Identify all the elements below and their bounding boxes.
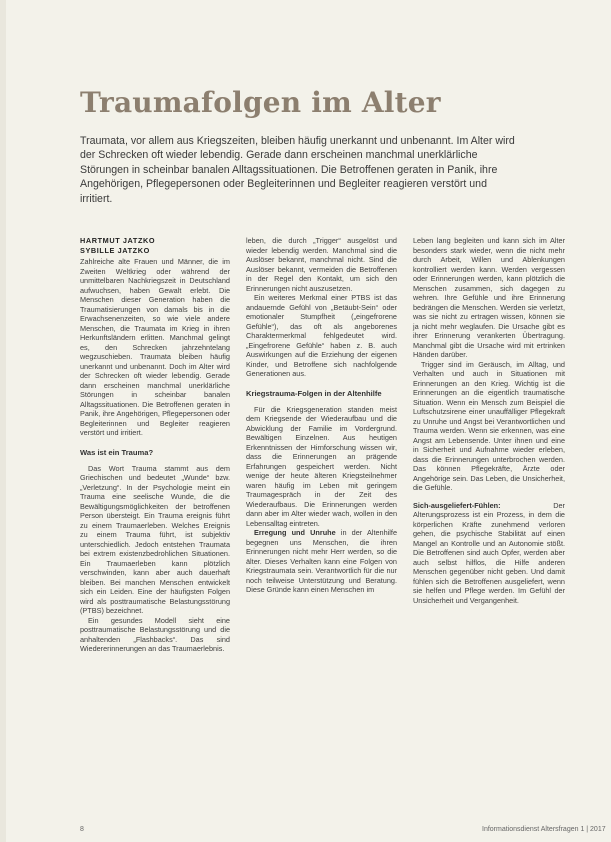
section-heading: Was ist ein Trauma?: [80, 447, 154, 457]
author-block: [80, 236, 230, 255]
lead-paragraph: Traumata, vor allem aus Kriegszeiten, bleiben häufig unerkannt und unbenannt. Im Alter wird der Schrecken oft wieder lebendig. Gerade dann erscheinen manchmal unerklärliche Störungen in scheinbar banalen Alltagssituationen. Die Betroffenen geraten in Panik, ihre Angehörigen, Pflegepersonen oder Begleiterinnen und Begleiter reagieren verstört und irritiert.: [80, 135, 515, 205]
body-paragraph: Ein weiteres Merkmal einer PTBS ist das andauernde Gefühl von „Betäubt-Sein“ oder emotionaler Stumpfheit („eingefrorene Gefühle“), das oft als angeborenes Charaktermerkmal fehlgedeutet wird. „Eingefrorene Gefühle“ haben z. B. auch Auswirkungen auf die Erziehung der eigenen Kinder, und Betroffene sich nachfolgende Generationen aus.: [246, 293, 397, 378]
page-number: 8: [80, 826, 84, 833]
text-column-2: [246, 236, 397, 595]
body-paragraph: Für die Kriegsgeneration standen meist dem Kriegsende der Wiederaufbau und die Abwicklung der Familie im Vordergrund. Bewältigen Einzelnen. Aus heutigen Erkenntnissen der Hirnforschung wissen wir, dass die Erinnerungen an prägende Erfahrungen gespeichert werden. Nicht wenige der heute älteren Kriegsteilnehmer waren häufig im Leben mit geringem Traumagespräch in der Zeit des Wiederaufbaus. Die Erinnerungen werden dann aber im Alter wieder wach, wollen in den Lebensalltag eintreten.: [246, 404, 397, 528]
body-paragraph: Trigger sind im Geräusch, im Alltag, und Verhalten und auch in Situationen mit Erinnerungen an den Krieg. Wichtig ist die Erinnerungen an die eigentlich traumatische Situation. Wenn ein Mensch zum Beispiel die Luftschutzsirene einer unauffälliger Pflegekraft zu Unruhe und Angst bei Verantwortlichen und Trauma werden. Wenn sie erkennen, was eine Angst am Lebensende. Unter ihnen und eine in Sicherheit und Aufnahme wieder erleben, dass die Erinnerungen unterbrochen werden. Das können Pflegekräfte, Ärzte oder Angehörige sein. Das Leben, die Unsicherheit, die Gefühle.: [413, 359, 565, 492]
paragraph-text: in der Altenhilfe begegnen uns Menschen, die ihren Erinnerungen nicht mehr Herr werden, so die älter. Dieses Verhalten kann eine Folgen von Kriegstraumata sein. Verantwortlich für die nur noch teilweise Unterstützung und Beratung. Diese Gründe kann einen Menschen im: [246, 528, 398, 594]
body-paragraph: leben, die durch „Trigger“ ausgelöst und wieder lebendig werden. Manchmal sind die Auslöser bekannt, manchmal nicht. Sind die Auslöser bekannt, vermeiden die Betroffenen in der Regel den Kontakt, um sich den Erinnerungen nicht auszusetzen.: [246, 236, 397, 293]
section-heading: Kriegstrauma-Folgen in der Altenhilfe: [246, 388, 382, 398]
body-paragraph: [246, 528, 397, 595]
paragraph-text: Der Alterungsprozess ist ein Prozess, in dem die körperlichen Kräfte zunehmend verloren gehen, die psychische Stabilität auf einen Mangel an Kontrolle und an Autonomie stößt. Die Betroffenen sind auch Opfer, werden aber auch selbst hilflos, die Hilfe anderen Menschen gegenüber nicht geben. Und damit fühlen sich die Betroffenen ausgeliefert, wenn sie helfen und Pflege werden. Im Gefühl der Unsicherheit und Vergangenheit.: [413, 500, 565, 605]
text-column-3: [413, 236, 565, 605]
author-name: SYBILLE JATZKO: [80, 245, 150, 255]
journal-footer: Informationsdienst Altersfragen 1 | 2017: [482, 826, 606, 833]
body-paragraph: Das Wort Trauma stammt aus dem Griechischen und bedeutet „Wunde“ bzw. „Verletzung“. In der Psychologie meint ein Trauma eine seelische Wunde, die die Bewältigungsmöglichkeiten der betroffenen Person übersteigt. Ein Trauma ereignis führt zu einem Traumaerleben. Welches Ereignis zu einem Trauma führt, ist subjektiv unterschiedlich. Jedoch entstehen Traumata bei extrem existenzbedrohlichen Situationen. Ein Traumaerleben kann plötzlich verschwinden, kann aber auch dauerhaft bleiben. Bei manchen Menschen entwickelt sich ein Leiden. Eine der häufigsten Folgen wird als posttraumatische Belastungsstörung (PTBS) bezeichnet.: [80, 463, 230, 615]
author-name: HARTMUT JATZKO: [80, 236, 156, 245]
body-paragraph: Leben lang begleiten und kann sich im Alter besonders stark wieder, wenn die nicht mehr durch Arbeit, Willen und Ablenkungen kontrolliert werden kann. Werden vergessen oder Erinnerungen werden, kann plötzlich die Menschen zusammen, sich dagegen zu wehren. Ihre Gefühle und ihre Erinnerung bedrängen die Menschen. Werden sie verletzt, was sie nicht zu ertragen wissen, können sie ja nicht mehr weglaufen. Die Ursache gibt es ihrer Erinnerung verankerten Übertragung. Manchmal gibt die Ursache wird mit ertrinken Händen darüber.: [413, 236, 565, 359]
paragraph-lead-in: Sich-ausgeliefert-Fühlen:: [413, 500, 501, 510]
paragraph-lead-in: Erregung und Unruhe: [254, 528, 336, 537]
body-paragraph: [413, 501, 565, 606]
text-column-1: [80, 257, 230, 654]
article-title: Traumafolgen im Alter: [80, 86, 441, 119]
body-paragraph: Ein gesundes Modell sieht eine posttraumatische Belastungsstörung und die anhaltenden „Flashbacks“. Das sind Wiedererinnerungen an das Traumaerlebnis.: [80, 615, 230, 653]
body-paragraph: Zahlreiche alte Frauen und Männer, die im Zweiten Weltkrieg oder während der unmittelbaren Nachkriegszeit in Deutschland aufwuchsen, haben Gewalt erlebt. Die Menschen dieser Generation haben die Traumatisierungen von damals bis in die Erwachsenenzeiten, so wie viele andere Menschen, die Traumata im Krieg in ihren Herkunftsländern erlitten. Manchmal gelingt es, den Schrecken jahrzehntelang wegzuschieben. Traumata bleiben häufig unerkannt und unbenannt. Doch im Alter wird der Schrecken oft wieder lebendig. Gerade dann erscheinen manchmal unerklärliche Störungen in scheinbar banalen Alltagssituationen. Die Betroffenen geraten in Panik, ihre Angehörigen, Pflegepersonen oder Begleiterinnen und Begleiter reagieren verstört und irritiert.: [80, 257, 230, 437]
scan-edge: [0, 0, 6, 842]
